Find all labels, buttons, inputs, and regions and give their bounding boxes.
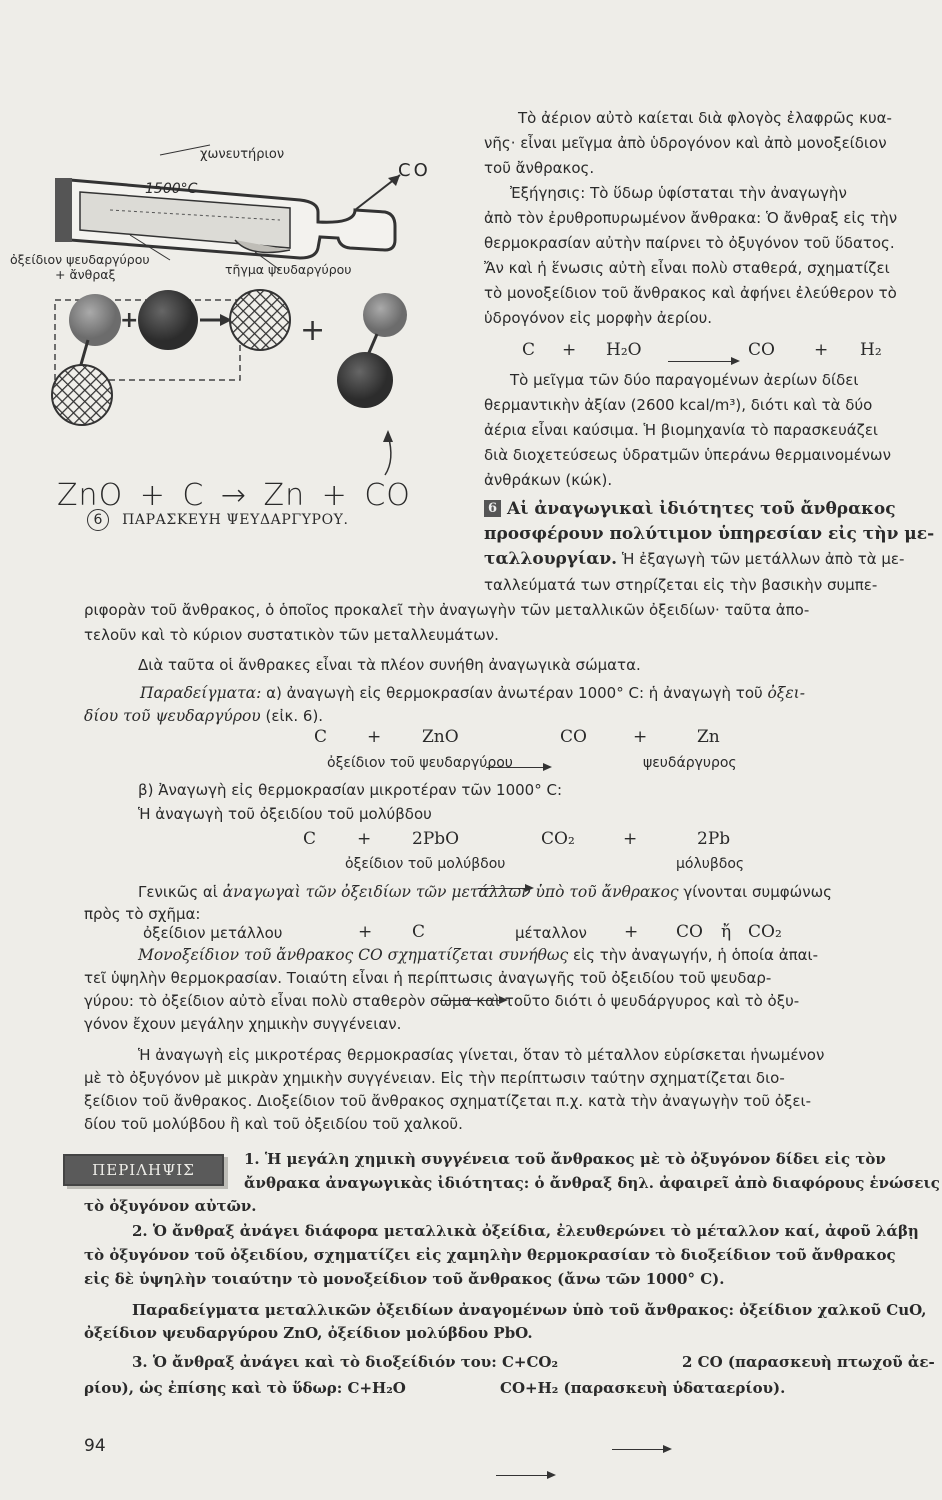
text-line: τελοῦν καὶ τὸ κύριον συστατικὸν τῶν μεταλλευμάτων. — [84, 626, 499, 644]
eq-term: CO₂ — [541, 829, 575, 849]
text-line: διὰ διοχετεύσεως ὑδρατμῶν ὑπεράνω θερμαινομένων — [484, 446, 891, 464]
eq-term: + — [358, 922, 373, 942]
svg-text:+: + — [120, 308, 139, 333]
text-line: τεῖ ὑψηλὴν θερμοκρασίαν. Τοιαύτη εἶναι ἡ περίπτωσις ἀναγωγῆς τοῦ ὀξειδίου τοῦ ψευδαρ- — [84, 969, 772, 987]
eq-label: ὀξείδιον τοῦ ψευδαργύρου — [327, 755, 513, 771]
italic-run: δίου τοῦ ψευδαργύρου — [84, 707, 261, 725]
label-molten: τῆγμα ψευδαργύρου — [225, 262, 352, 277]
text-line: ταλλεύματά των στηρίζεται εἰς τὴν βασικὴν συμπε- — [484, 576, 878, 594]
eq-term: + — [623, 829, 638, 849]
eq-term: μέταλλον — [515, 924, 587, 942]
text-line: ὀξείδιον ψευδαργύρου ZnO, ὀξείδιον μολύβδου PbO. — [84, 1324, 533, 1342]
text-line: εἰς δὲ ὑψηλὴν τοιαύτην τὸ μονοξείδιον τοῦ ἄνθρακος (ἄνω τῶν 1000° C). — [84, 1270, 725, 1288]
figure-apparatus — [10, 130, 450, 560]
eq-term: ὀξείδιον μετάλλου — [143, 924, 283, 942]
label-chimney: χωνευτήριον — [200, 147, 285, 162]
text-line: ριφορὰν τοῦ ἄνθρακος, ὁ ὁποῖος προκαλεῖ τὴν ἀναγωγὴν τῶν μεταλλικῶν ὀξειδίων· ταῦτα ἀπο- — [84, 601, 810, 619]
eq-term: H₂ — [860, 340, 882, 360]
text-line: Ἡ ἀναγωγὴ εἰς μικροτέρας θερμοκρασίας γίνεται, ὅταν τὸ μέταλλον εὑρίσκεται ἡνωμένον — [138, 1046, 825, 1064]
text-line: ἀπὸ τὸν ἐρυθροπυρωμένον ἄνθρακα: Ὁ ἄνθραξ εἰς τὴν — [484, 209, 898, 227]
text-line: τὸ ὀξυγόνον τοῦ ὀξειδίου, σχηματίζει εἰς χαμηλὴν θερμοκρασίαν τὸ διοξείδιον τοῦ ἄνθρακος — [84, 1246, 896, 1264]
section-heading — [484, 497, 896, 521]
text-line: γύρου: τὸ ὀξείδιον αὐτὸ εἶναι πολὺ σταθερὸν σῶμα καὶ τοῦτο διότι ὁ ψευδάργυρος καὶ τὸ ὀξυ- — [84, 992, 800, 1010]
text-line: 3. Ὁ ἄνθραξ ἀνάγει καὶ τὸ διοξείδιόν του: C+CO₂ — [132, 1353, 559, 1371]
section-number: 6 — [484, 500, 501, 517]
eq-term: CO — [676, 922, 703, 942]
text-line: τὸ ὀξυγόνον αὐτῶν. — [84, 1197, 257, 1215]
italic-lead: Παραδείγματα: — [140, 684, 262, 702]
text-line: θερμαντικὴν ἀξίαν (2600 kcal/m³), διότι καὶ τὰ δύο — [484, 396, 873, 414]
eq-label: μόλυβδος — [676, 856, 745, 872]
italic-run: Μονοξείδιον τοῦ ἄνθρακος CO σχηματίζεται συνήθως — [138, 946, 569, 964]
eq-label: ὀξείδιον τοῦ μολύβδου — [345, 856, 506, 872]
label-temperature: 1500°C — [145, 181, 198, 197]
text-line: Ἄν καὶ ἡ ἕνωσις αὐτὴ εἶναι πολὺ σταθερά, σχηματίζει — [484, 259, 890, 277]
eq-term: + — [357, 829, 372, 849]
eq-term: + — [624, 922, 639, 942]
text-line — [84, 706, 323, 726]
text-line: Τὸ μεῖγμα τῶν δύο παραγομένων ἀερίων δίδει — [510, 371, 859, 389]
text-line: CO+H₂ (παρασκευὴ ὑδαταερίου). — [500, 1379, 786, 1397]
text-line: ρίου), ὡς ἐπίσης καὶ τὸ ὕδωρ: C+H₂O — [84, 1379, 406, 1397]
eq-term: 2PbO — [412, 829, 460, 849]
text-line: νῆς· εἶναι μεῖγμα ἀπὸ ὑδρογόνον καὶ ἀπὸ μονοξείδιον — [484, 134, 887, 152]
text-line: μὲ τὸ ὀξυγόνον μὲ μικρὰν χημικὴν συγγένειαν. Εἰς τὴν περίπτωσιν ταύτην σχηματίζεται διο- — [84, 1069, 785, 1087]
heading-line: Αἱ ἀναγωγικαὶ ἰδιότητες τοῦ ἄνθρακος — [507, 499, 896, 519]
text-line: β) Ἀναγωγὴ εἰς θερμοκρασίαν μικροτέραν τῶν 1000° C: — [138, 781, 563, 799]
eq-term: 2Pb — [697, 829, 731, 849]
text-line: ἄνθρακα ἀναγωγικὰς ἰδιότητας: ὁ ἄνθραξ δηλ. ἀφαιρεῖ ἀπὸ διαφόρους ἑνώσεις — [244, 1174, 940, 1192]
heading-line: προσφέρουν πολύτιμον ὑπηρεσίαν εἰς τὴν με- — [484, 524, 935, 544]
label-oxide: ὀξείδιον ψευδαργύρου — [10, 252, 150, 267]
text-line: ὑδρογόνον εἰς μορφὴν ἀερίου. — [484, 309, 713, 327]
eq-term: C — [522, 340, 536, 360]
text-line — [138, 882, 832, 902]
eq-term: ZnO — [422, 727, 459, 747]
text-line: 1. Ἡ μεγάλη χημικὴ συγγένεια τοῦ ἄνθρακος μὲ τὸ ὀξυγόνον δίδει εἰς τὸν — [244, 1150, 886, 1168]
figure-caption — [87, 509, 349, 531]
text-line: 2. Ὁ ἄνθραξ ἀνάγει διάφορα μεταλλικὰ ὀξείδια, ἐλευθερώνει τὸ μέταλλον καί, ἀφοῦ λάβῃ — [132, 1222, 919, 1240]
summary-badge: ΠΕΡΙΛΗΨΙΣ — [63, 1154, 224, 1186]
reaction-arrow — [496, 1470, 556, 1480]
caption-text: ΠΑΡΑΣΚΕΥΗ ΨΕΥΔΑΡΓΥΡΟΥ. — [122, 512, 349, 528]
text-line: ξείδιον τοῦ ἄνθρακος. Διοξείδιον τοῦ ἄνθρακος σχηματίζεται π.χ. κατὰ τὴν ἀναγωγὴν τοῦ ὀξει- — [84, 1092, 811, 1110]
text-line: Ἡ ἐξαγωγὴ τῶν μετάλλων ἀπὸ τὰ με- — [617, 550, 905, 568]
eq-term: + — [633, 727, 648, 747]
text-line: Ἡ ἀναγωγὴ τοῦ ὀξειδίου τοῦ μολύβδου — [138, 805, 432, 823]
reaction-arrow — [612, 1444, 672, 1454]
text-line: γόνον ἔχουν μεγάλην χημικὴν συγγένειαν. — [84, 1015, 402, 1033]
page-number: 94 — [84, 1436, 106, 1456]
reaction-arrow — [668, 356, 740, 366]
text-line: Ἐξήγησις: Τὸ ὕδωρ ὑφίσταται τὴν ἀναγωγὴν — [510, 184, 847, 202]
text-line: δίου τοῦ μολύβδου ἢ καὶ τοῦ ὀξειδίου τοῦ χαλκοῦ. — [84, 1115, 463, 1133]
text-run: (εἰκ. 6). — [260, 707, 324, 725]
eq-term: Zn — [697, 727, 720, 747]
label-co: CO — [398, 160, 431, 181]
text-run: εἰς τὴν ἀναγωγήν, ἡ ὁποία ἀπαι- — [568, 946, 819, 964]
eq-term: C — [314, 727, 328, 747]
eq-term: + — [814, 340, 829, 360]
eq-term: CO₂ — [748, 922, 782, 942]
italic-run: ὀξει- — [767, 684, 805, 702]
eq-term: C — [303, 829, 317, 849]
text-line: 2 CO (παρασκευὴ πτωχοῦ ἀε- — [682, 1353, 935, 1371]
text-line: Τὸ ἀέριον αὐτὸ καίεται διὰ φλογὸς ἐλαφρῶς κυα- — [518, 109, 892, 127]
text-line: ἀνθράκων (κώκ). — [484, 471, 613, 489]
text-run: γίνονται συμφώνως — [678, 883, 832, 901]
svg-text:+: + — [300, 313, 326, 348]
text-line — [140, 683, 805, 703]
text-line: Παραδείγματα μεταλλικῶν ὀξειδίων ἀναγομένων ὑπὸ τοῦ ἄνθρακος: ὀξείδιον χαλκοῦ CuO, — [132, 1301, 927, 1319]
heading-line-3 — [484, 547, 904, 571]
eq-term: + — [367, 727, 382, 747]
eq-term: CO — [748, 340, 775, 360]
text-line — [138, 945, 818, 965]
eq-term: CO — [560, 727, 587, 747]
text-line: ἀέρια εἶναι καύσιμα. Ἡ βιομηχανία τὸ παρασκευάζει — [484, 421, 879, 439]
eq-term: H₂O — [606, 340, 642, 360]
text-line: πρὸς τὸ σχῆμα: — [84, 905, 201, 923]
text-line: Διὰ ταῦτα οἱ ἄνθρακες εἶναι τὰ πλέον συνήθη ἀναγωγικὰ σώματα. — [138, 656, 641, 674]
caption-number: 6 — [87, 509, 109, 531]
eq-term: ἤ — [721, 922, 732, 942]
text-line: θερμοκρασίαν αὐτὴν παίρνει τὸ ὀξυγόνον τοῦ ὕδατος. — [484, 234, 895, 252]
figure-reaction: ZnO + C → Zn + CO — [57, 478, 411, 513]
text-line: τὸ μονοξείδιον τοῦ ἄνθρακος καὶ ἀφήνει ἐλεύθερον τὸ — [484, 284, 897, 302]
eq-label: ψευδάργυρος — [643, 755, 737, 771]
eq-term: + — [562, 340, 577, 360]
label-carbon: + ἄνθραξ — [55, 267, 116, 282]
heading-end: ταλλουργίαν. — [484, 549, 618, 569]
eq-term: C — [412, 922, 426, 942]
italic-run: ἀναγωγαὶ τῶν ὀξειδίων τῶν μετάλλων ὑπὸ τοῦ ἄνθρακος — [222, 883, 679, 901]
text-line: τοῦ ἄνθρακος. — [484, 159, 595, 177]
text-run: α) ἀναγωγὴ εἰς θερμοκρασίαν ἀνωτέραν 1000° C: ἡ ἀναγωγὴ τοῦ — [261, 684, 768, 702]
text-run: Γενικῶς αἱ — [138, 883, 223, 901]
